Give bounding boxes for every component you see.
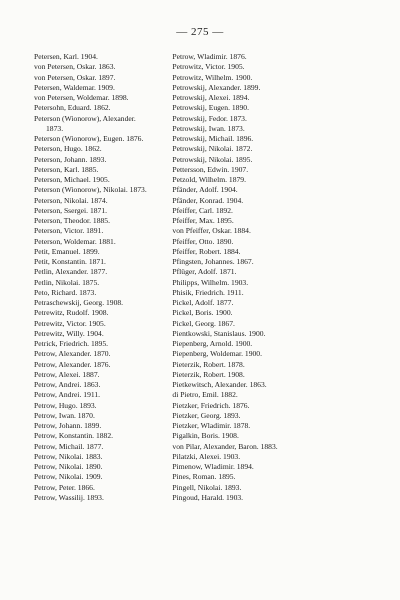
register-entry: Peterson, Victor. 1891. [34, 226, 104, 236]
register-entry: Pietzker, Georg. 1893. [172, 410, 241, 420]
register-entry: Pimenow, Wladimir. 1894. [172, 462, 254, 471]
register-entry: Petrow, Alexander. 1870. [34, 349, 111, 359]
register-entry: Peterson (Wionorow), Eugen. 1876. [34, 134, 144, 143]
register-entry: Petrick, Friedrich. 1895. [34, 339, 109, 348]
register-entry: Peterson, Nikolai. 1874. [34, 195, 108, 205]
register-entry: Peterson, Ssergei. 1871. [34, 205, 108, 215]
register-entry: Peto, Richard. 1873. [34, 287, 97, 297]
register-entry: Pieterzik, Robert. 1878. [172, 359, 245, 369]
register-entry: Peterson (Wionorow), Alexander. [34, 113, 136, 123]
register-entry: Pietzker, Wladimir. 1878. [172, 421, 251, 430]
register-entry: Petraschewskij, Georg. 1908. [34, 298, 124, 307]
register-entry: Pfeiffer, Otto. 1890. [172, 236, 234, 246]
register-entry: Petrowskij, Nikolai. 1872. [172, 144, 253, 154]
register-entry: von Pilar, Alexander, Baron. 1883. [172, 441, 278, 451]
register-entry: di Pietro, Emil. 1882. [172, 390, 238, 400]
register-entry: Petrewitz, Rudolf. 1908. [34, 308, 109, 318]
right-column [172, 52, 382, 503]
register-entry: Petrowitz, Wilhelm. 1900. [172, 72, 253, 82]
left-column [34, 52, 172, 503]
register-entry: Petzold, Wilhelm. 1879. [172, 175, 246, 184]
register-entry: Petrowskij, Iwan. 1873. [172, 123, 245, 133]
register-entry: Pines, Roman. 1895. [172, 472, 236, 482]
register-entry: Petlin, Alexander. 1877. [34, 267, 108, 277]
register-entry: Petrow, Alexei. 1887. [34, 369, 100, 379]
register-entry: Pettersson, Edwin. 1907. [172, 164, 249, 174]
register-entry: Pigalkin, Boris. 1908. [172, 431, 239, 441]
register-entry: Pfeiffer, Robert. 1884. [172, 246, 241, 256]
register-entry: Peterson, Hugo. 1862. [34, 144, 102, 154]
register-entry: Petrow, Nikolai. 1909. [34, 472, 103, 482]
register-entry: Pietzker, Friedrich. 1876. [172, 400, 250, 410]
register-entry: Petersen, Waldemar. 1909. [34, 82, 115, 92]
register-entry: Piepenberg, Woldemar. 1900. [172, 349, 262, 359]
register-entry: Petlin, Nikolai. 1875. [34, 277, 100, 287]
register-entry: Petrow, Hugo. 1893. [34, 400, 97, 410]
register-entry: Philipps, Wilhelm. 1903. [172, 277, 249, 287]
register-entry: Pickel, Boris. 1900. [172, 308, 233, 318]
register-entry: Petrow, Iwan. 1870. [34, 410, 95, 420]
register-entry: Petrow, Andrei. 1863. [34, 380, 101, 389]
register-entry: Petrowskij, Alexander. 1899. [172, 82, 261, 92]
register-entry: Pingoud, Harald. 1903. [172, 492, 244, 502]
register-entry: Petrow, Peter. 1866. [34, 482, 95, 492]
register-entry: Pientkowski, Stanislaus. 1900. [172, 328, 266, 338]
register-entry: Petrowskij, Eugen. 1890. [172, 103, 249, 113]
register-entry: Pickel, Adolf. 1877. [172, 298, 234, 307]
register-entry: Pilatzki, Alexei. 1903. [172, 451, 241, 461]
register-entry: Petrowskij, Nikolai. 1895. [172, 154, 253, 164]
register-entry: Petrewitz, Victor. 1905. [34, 318, 106, 328]
register-entry: Petrow, Alexander. 1876. [34, 359, 111, 369]
register-entry: Petit, Konstantin. 1871. [34, 257, 106, 266]
register-columns [34, 52, 382, 503]
register-entry: Petrowitz, Victor. 1905. [172, 62, 245, 72]
register-entry: von Petersen, Oskar. 1863. [34, 62, 116, 72]
register-entry: Peterson, Johann. 1893. [34, 154, 107, 164]
register-entry: Petrow, Wladimir. 1876. [172, 52, 247, 61]
register-entry: 1873. [46, 123, 64, 133]
register-entry: Pieterzik, Robert. 1908. [172, 369, 245, 379]
register-entry: Pfingsten, Johannes. 1867. [172, 257, 254, 266]
register-entry: Peterson, Theodor. 1885. [34, 216, 111, 225]
register-entry: von Petersen, Oskar. 1897. [34, 72, 116, 82]
register-entry: Petrow, Konstantin. 1882. [34, 431, 114, 441]
register-entry: Pfeiffer, Max. 1895. [172, 216, 234, 225]
register-entry: Pflüger, Adolf. 1871. [172, 267, 237, 277]
register-entry: Pickel, Georg. 1867. [172, 318, 235, 328]
register-entry: Petrowskij, Fedor. 1873. [172, 113, 247, 123]
register-entry: Peterson, Michael. 1905. [34, 175, 110, 184]
register-entry: Pfeiffer, Carl. 1892. [172, 205, 233, 215]
register-entry: Phisik, Friedrich. 1911. [172, 287, 244, 297]
register-entry: Petersen, Karl. 1904. [34, 52, 98, 61]
register-entry: Petit, Emanuel. 1899. [34, 246, 100, 256]
register-entry: Peterson, Woldemar. 1881. [34, 236, 116, 246]
register-entry: Pfänder, Adolf. 1904. [172, 185, 238, 195]
register-entry: Peterson (Wionorow), Nikolai. 1873. [34, 185, 147, 195]
register-entry: Petrow, Michail. 1877. [34, 441, 104, 451]
register-entry: Peterson, Karl. 1885. [34, 164, 99, 174]
register-entry: von Petersen, Woldemar. 1898. [34, 93, 129, 102]
register-entry: Petrow, Wassilij. 1893. [34, 492, 104, 502]
register-entry: Pingell, Nikolai. 1893. [172, 482, 242, 492]
register-entry: Petrow, Nikolai. 1883. [34, 451, 103, 461]
register-entry: Petrewitz, Willy. 1904. [34, 328, 104, 338]
register-entry: Petrow, Andrei. 1911. [34, 390, 101, 400]
page-number: — 275 — [176, 26, 224, 38]
register-entry: Petrowskij, Michail. 1896. [172, 134, 254, 143]
register-entry: Petrow, Johann. 1899. [34, 421, 102, 430]
register-entry: Pietkewitsch, Alexander. 1863. [172, 380, 267, 389]
register-entry: Petrow, Nikolai. 1890. [34, 462, 103, 471]
register-entry: Pfänder, Konrad. 1904. [172, 195, 244, 205]
register-entry: Petersohn, Eduard. 1862. [34, 103, 111, 113]
register-entry: von Pfeiffer, Oskar. 1884. [172, 226, 251, 236]
register-entry: Piepenberg, Arnold. 1900. [172, 339, 253, 348]
register-entry: Petrowskij, Alexei. 1894. [172, 93, 250, 102]
